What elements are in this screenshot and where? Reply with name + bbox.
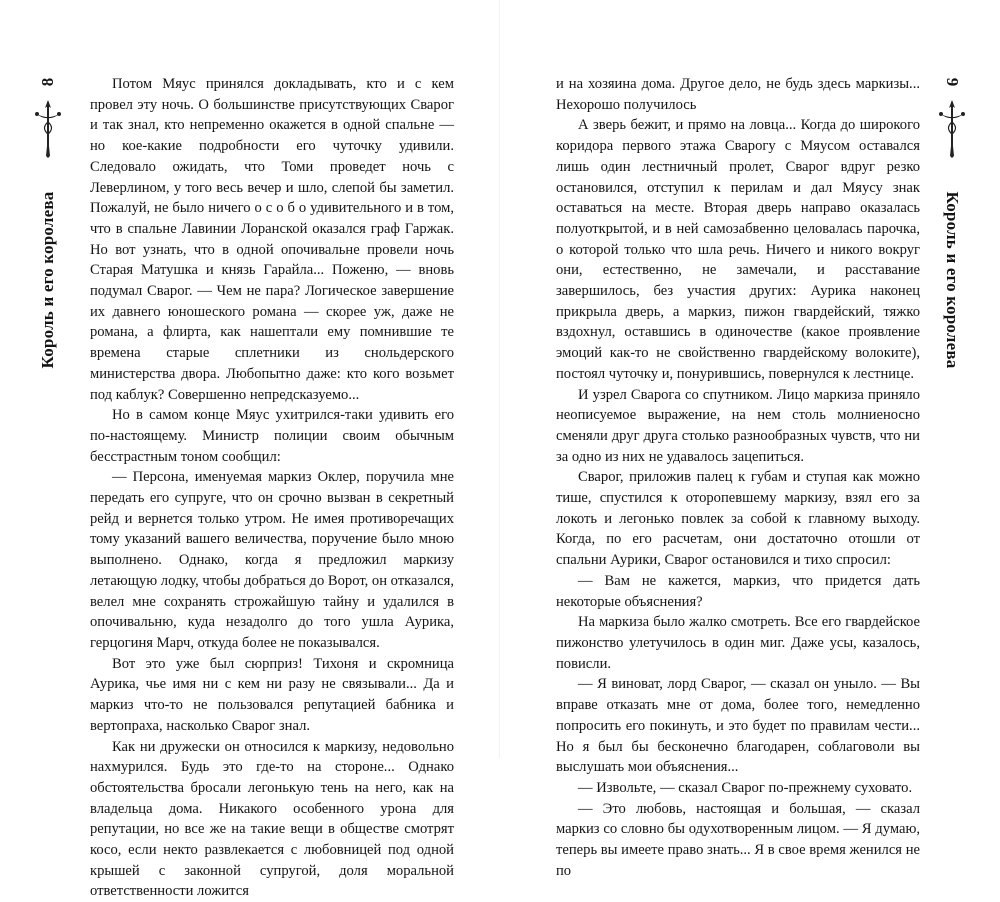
paragraph: — Персона, именуемая маркиз Оклер, поручила мне передать его супруге, что он срочно вызван в секретный рейд и вернется только утром. Не имея противоречащих тому указаний вашего величества, поручение было мною выполнено. Однако, когда я предложил маркизу летающую лодку, чтобы добраться до Ворот, он отказался, велел мне сохранять строжайшую тайну и удалился в опочивальню, куда незадолго до того ушла Аурика, герцогиня Марч, откуда более не показывался. bbox=[90, 467, 454, 653]
left-page bbox=[0, 0, 500, 758]
paragraph: — Извольте, — сказал Сварог по-прежнему суховато. bbox=[556, 778, 920, 799]
paragraph: — Я виноват, лорд Сварог, — сказал он уныло. — Вы вправе отказать мне от дома, более того, немедленно попросить его покинуть, и это будет по правилам чести... Но я был бы бесконечно благодарен, соблаговоли вы выслушать мои объяснения... bbox=[556, 674, 920, 778]
paragraph: и на хозяина дома. Другое дело, не будь здесь маркизы... Нехорошо получилось bbox=[556, 74, 920, 115]
text-column bbox=[90, 74, 454, 902]
page-number: 8 bbox=[38, 52, 58, 112]
paragraph: На маркиза было жалко смотреть. Все его гвардейское пижонство улетучилось в один миг. Даже усы, казалось, повисли. bbox=[556, 612, 920, 674]
paragraph: Сварог, приложив палец к губам и ступая как можно тише, спустился к оторопевшему маркизу, взял его за локоть и легонько повлек за собой к главному выходу. Когда, по его расчетам, они достаточно отошли от спальни Аурики, Сварог остановился и тихо спросил: bbox=[556, 467, 920, 571]
paragraph: И узрел Сварога со спутником. Лицо маркиза приняло неописуемое выражение, на нем столь молниеносно сменяли друг друга столько разнообразных чувств, что ни за одно из них не удавалось зацепиться. bbox=[556, 385, 920, 468]
running-title-box bbox=[33, 190, 63, 370]
running-title: Король и его королева bbox=[942, 192, 962, 369]
paragraph: — Это любовь, настоящая и большая, — сказал маркиз со словно бы одухотворенным лицом. — Я думаю, теперь вы имеете право знать... Я в свое время женился не по bbox=[556, 799, 920, 882]
paragraph: — Вам не кажется, маркиз, что придется дать некоторые объяснения? bbox=[556, 571, 920, 612]
running-title-box bbox=[937, 190, 967, 370]
paragraph: А зверь бежит, и прямо на ловца... Когда до широкого коридора первого этажа Сварогу с Мяусом оставался лишь один лестничный пролет, Сварог вдруг резко остановился, отступил к перилам и дал Мяусу знак оставаться на месте. Вторая дверь направо оказалась полуоткрытой, и в ней самозабвенно целовалась парочка, о которой только что шла речь. Ничего и никого вокруг они, естественно, не замечали, и расставание завершилось, без участия других: Аурика наконец прикрыла дверь, а маркиз, пижон гвардейский, тяжко вздохнул, оставшись в одиночестве (какое проявление эмоций как-то не свойственно гвардейскому волоките), постоял чуточку и, понурившись, повернулся к лестнице. bbox=[556, 115, 920, 384]
paragraph: Как ни дружески он относился к маркизу, недовольно нахмурился. Будь это где-то на стороне... Однако обстоятельства бросали легонькую тень на него, как на владельца дома. Никакого особенного урона для репутации, но все же на такие вещи в обществе смотрят косо, если некто развлекается с любовницей под одной крышей с законной супругой, доля моральной ответственности ложится bbox=[90, 737, 454, 902]
text-column bbox=[556, 74, 920, 881]
sword-ornament-icon bbox=[33, 100, 63, 158]
right-page bbox=[500, 0, 1000, 758]
paragraph: Но в самом конце Мяус ухитрился-таки удивить его по-настоящему. Министр полиции своим обычным бесстрастным тоном сообщил: bbox=[90, 405, 454, 467]
paragraph: Потом Мяус принялся докладывать, кто и с кем провел эту ночь. О большинстве присутствующих Сварог и так знал, кто непременно окажется в одной спальне — но кое-какие подробности его чуточку удивили. Следовало ожидать, что Томи проведет ночь с Леверлином, у того весь вечер и шло, слепой бы заметил. Пожалуй, не было ничего о с о б о удивительного и в том, что в спальне Лавинии Лоранской оказался граф Гаржак. Но вот узнать, что в одной опочивальне провели ночь Старая Матушка и князь Гарайла... Поженю, — вновь подумал Сварог. — Чем не пара? Логическое завершение их давнего юношеского романа — скорее уж, даже не романа, а флирта, как нашептали ему помнившие те времена старые сплетники из снольдерского министерства двора. Любопытно даже: кто кого возьмет под каблук? Совершенно непредсказуемо... bbox=[90, 74, 454, 405]
paragraph: Вот это уже был сюрприз! Тихоня и скромница Аурика, чье имя ни с кем ни разу не связывали... Да и маркиз что-то не пользовался репутацией бабника и вертопраха, насколько Сварог знал. bbox=[90, 654, 454, 737]
running-title: Король и его королева bbox=[38, 192, 58, 369]
page-number: 9 bbox=[942, 52, 962, 112]
sword-ornament-icon bbox=[937, 100, 967, 158]
